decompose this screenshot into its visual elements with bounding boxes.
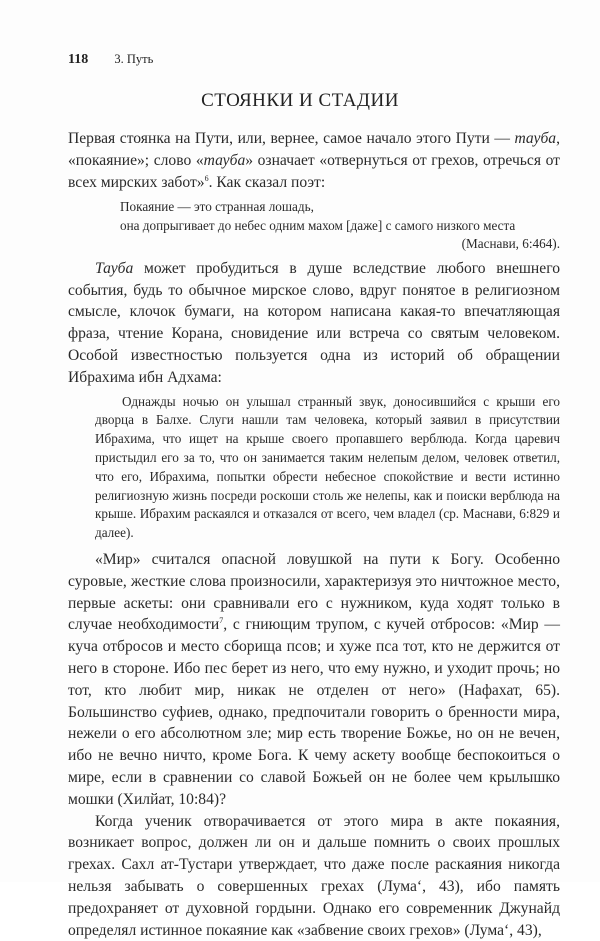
page-number: 118 [68, 52, 89, 67]
text-run: , с гниющим трупом, с кучей отбросов: «Мир — куча отбросов и место сборища псов; и хуже пса тот, кто не держится от него в стороне. Ибо пес берет из него, что ему нужно, и уходит прочь; но тот, кто любит мир, никак не отделен от него» (Нафахат, 65). Большинство суфиев, однако, предпочитали говорить о бренности мира, нежели о его абсолютном зле; мир есть творение Божье, но он не вечен, ибо не вечно ничто, кроме Бога. К чему аскету вообще беспокоиться о мире, если в сравнении со славой Божьей он не более чем крылышко мошки (Хилйат, 10:84)? [68, 616, 560, 808]
quote-text: Однажды ночью он улышал странный звук, доносившийся с крыши его дворца в Балхе. Слуги нашли там человека, который заявил в присутствии Ибрахима, что ищет на крыше своего пропавшего верблюда. Когда царевич пристыдил его за то, что он занимается таким нелепым делом, человек ответил, что его, Ибрахима, попытки обрести небесное спокойствие и вести истинно религиозную жизнь посреди роскоши столь же нелепы, как и поиски верблюда на крыше. Ибрахим раскаялся и отказался от всего, чем владел (ср. Маснави, 6:829 и далее). [95, 393, 560, 541]
poem-citation: (Маснави, 6:464). [461, 236, 560, 252]
block-quote [95, 393, 560, 543]
italic-term: тауба [514, 130, 557, 147]
paragraph-2 [68, 258, 560, 389]
italic-term: Тауба [95, 259, 134, 277]
footnote-marker[interactable]: 6 [204, 173, 209, 183]
text-run: «Мир» считался опасной ловушкой на пути к Богу. Особенно суровые, жесткие слова произносили, характеризуя это ничтожное место, первые аскеты: они сравнивали его с нужником, куда ходят только в случае необходимости [68, 551, 560, 634]
text-run: Первая стоянка на Пути, или, вернее, самое начало этого Пути — [68, 130, 515, 147]
poem-quote [120, 198, 560, 254]
paragraph-3 [68, 549, 560, 811]
paragraph-4: Когда ученик отворачивается от этого мира в акте покаяния, возникает вопрос, должен ли он и дальше помнить о своих прошлых грехах. Сахл ат-Тустари утверждает, что даже после раскаяния никогда нельзя забывать о совершенных грехах (Лума‘, 43), ибо память предохраняет от духовной гордыни. Однако его современник Джунайд определял истинное покаяние как «забвение своих грехов» (Лума‘, 43), [68, 812, 560, 939]
section-title: СТОЯНКИ И СТАДИИ [201, 90, 399, 111]
text-run: » означает «отвернуться от грехов, отречься от всех мирских забот» [68, 151, 560, 191]
body-text [68, 128, 560, 941]
poem-line-2: она допрыгивает до небес одним махом [даже] с самого низкого места [120, 217, 516, 233]
footnote-marker[interactable]: 7 [219, 616, 224, 626]
text-run: , «покаяние»; слово « [68, 130, 560, 169]
chapter-title: 3. Путь [114, 52, 154, 66]
text-run: . Как сказал поэт: [208, 173, 326, 191]
text-run: может пробудиться в душе вследствие любого внешнего события, будь то обычное мирское слово, вдруг понятое в религиозном смысле, клочок бумаги, на котором написана какая-то впечатляющая фраза, чтение Корана, сновидение или встреча со святым человеком. Особой известностью пользуется одна из историй об обращении Ибрахима ибн Адхама: [68, 259, 560, 386]
running-head [68, 52, 153, 68]
italic-term: тауба [203, 151, 246, 169]
paragraph-1 [68, 128, 560, 193]
poem-line-1: Покаяние — это странная лошадь, [120, 199, 314, 215]
